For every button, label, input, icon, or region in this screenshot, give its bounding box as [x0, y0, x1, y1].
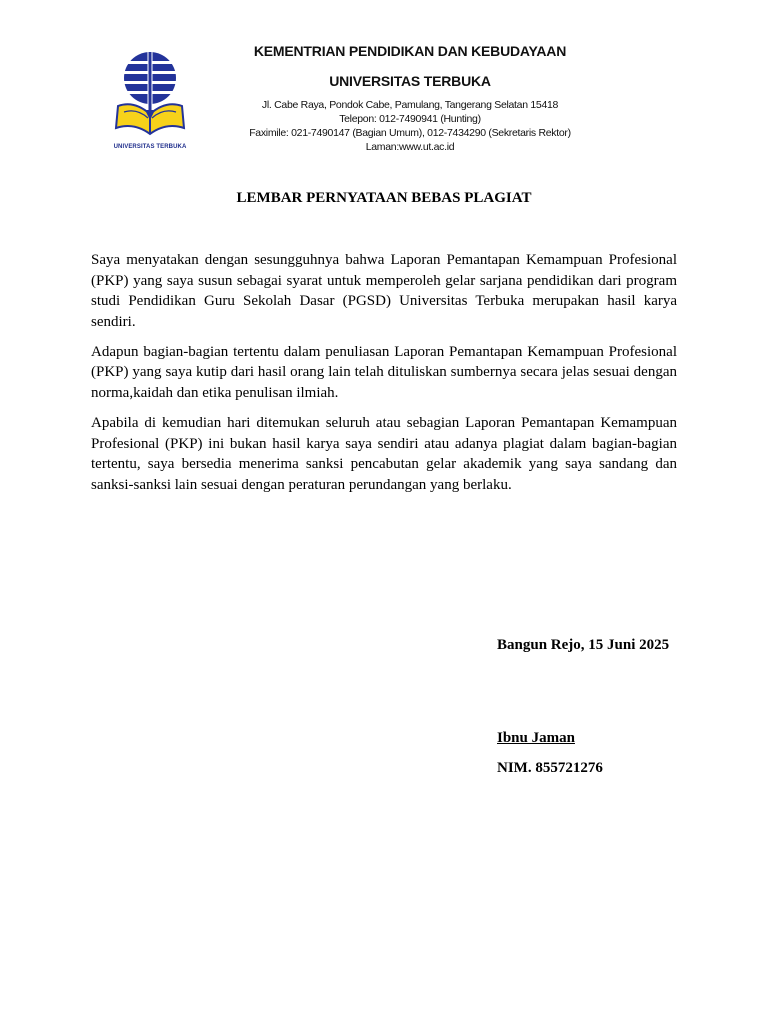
document-title: LEMBAR PERNYATAAN BEBAS PLAGIAT [236, 190, 532, 206]
signature-block [497, 635, 669, 778]
signer-name: Ibnu Jaman [497, 730, 575, 746]
paragraph-1: Saya menyatakan dengan sesungguhnya bahwa Laporan Pemantapan Kemampuan Profesional (PKP) yang saya susun sebagai syarat untuk memperoleh gelar sarjana pendidikan dari program studi Pendidikan Guru Sekolah Dasar (PGSD) Universitas Terbuka merupakan hasil karya sendiri. [91, 252, 677, 330]
address-line: Jl. Cabe Raya, Pondok Cabe, Pamulang, Tangerang Selatan 15418 [261, 99, 559, 111]
ministry-name: KEMENTRIAN PENDIDIKAN DAN KEBUDAYAAN [253, 43, 567, 59]
paragraph-3: Apabila di kemudian hari ditemukan seluruh atau sebagian Laporan Pemantapan Kemampuan Profesional (PKP) ini bukan hasil karya saya sendiri atau adanya plagiat dalam bagian-bagian tertentu, saya bersedia menerima sanksi pencabutan gelar akademik yang saya sandang dan sanksi-sanksi lain sesuai dengan peraturan perundangan yang berlaku. [91, 415, 677, 493]
letterhead-text [232, 42, 588, 154]
university-emblem-icon [108, 48, 192, 144]
logo-caption: UNIVERSITAS TERBUKA [113, 144, 187, 150]
university-name: UNIVERSITAS TERBUKA [329, 73, 491, 89]
statement-body [91, 250, 677, 505]
place-date: Bangun Rejo, 15 Juni 2025 [497, 637, 670, 653]
signer-nim: NIM. 855721276 [497, 760, 603, 776]
university-logo [108, 48, 192, 156]
facsimile-line: Faximile: 021-7490147 (Bagian Umum), 012-7434290 (Sekretaris Rektor) [249, 127, 571, 139]
website-line: Laman:www.ut.ac.id [365, 141, 455, 153]
letterhead [0, 0, 768, 165]
paragraph-2: Adapun bagian-bagian tertentu dalam penuliasan Laporan Pemantapan Kemampuan Profesional (PKP) yang saya kutip dari hasil orang lain telah dituliskan sumbernya secara jelas sesuai dengan norma,kaidah dan etika penulisan ilmiah. [91, 343, 677, 402]
telephone-line: Telepon: 012-7490941 (Hunting) [339, 113, 481, 125]
